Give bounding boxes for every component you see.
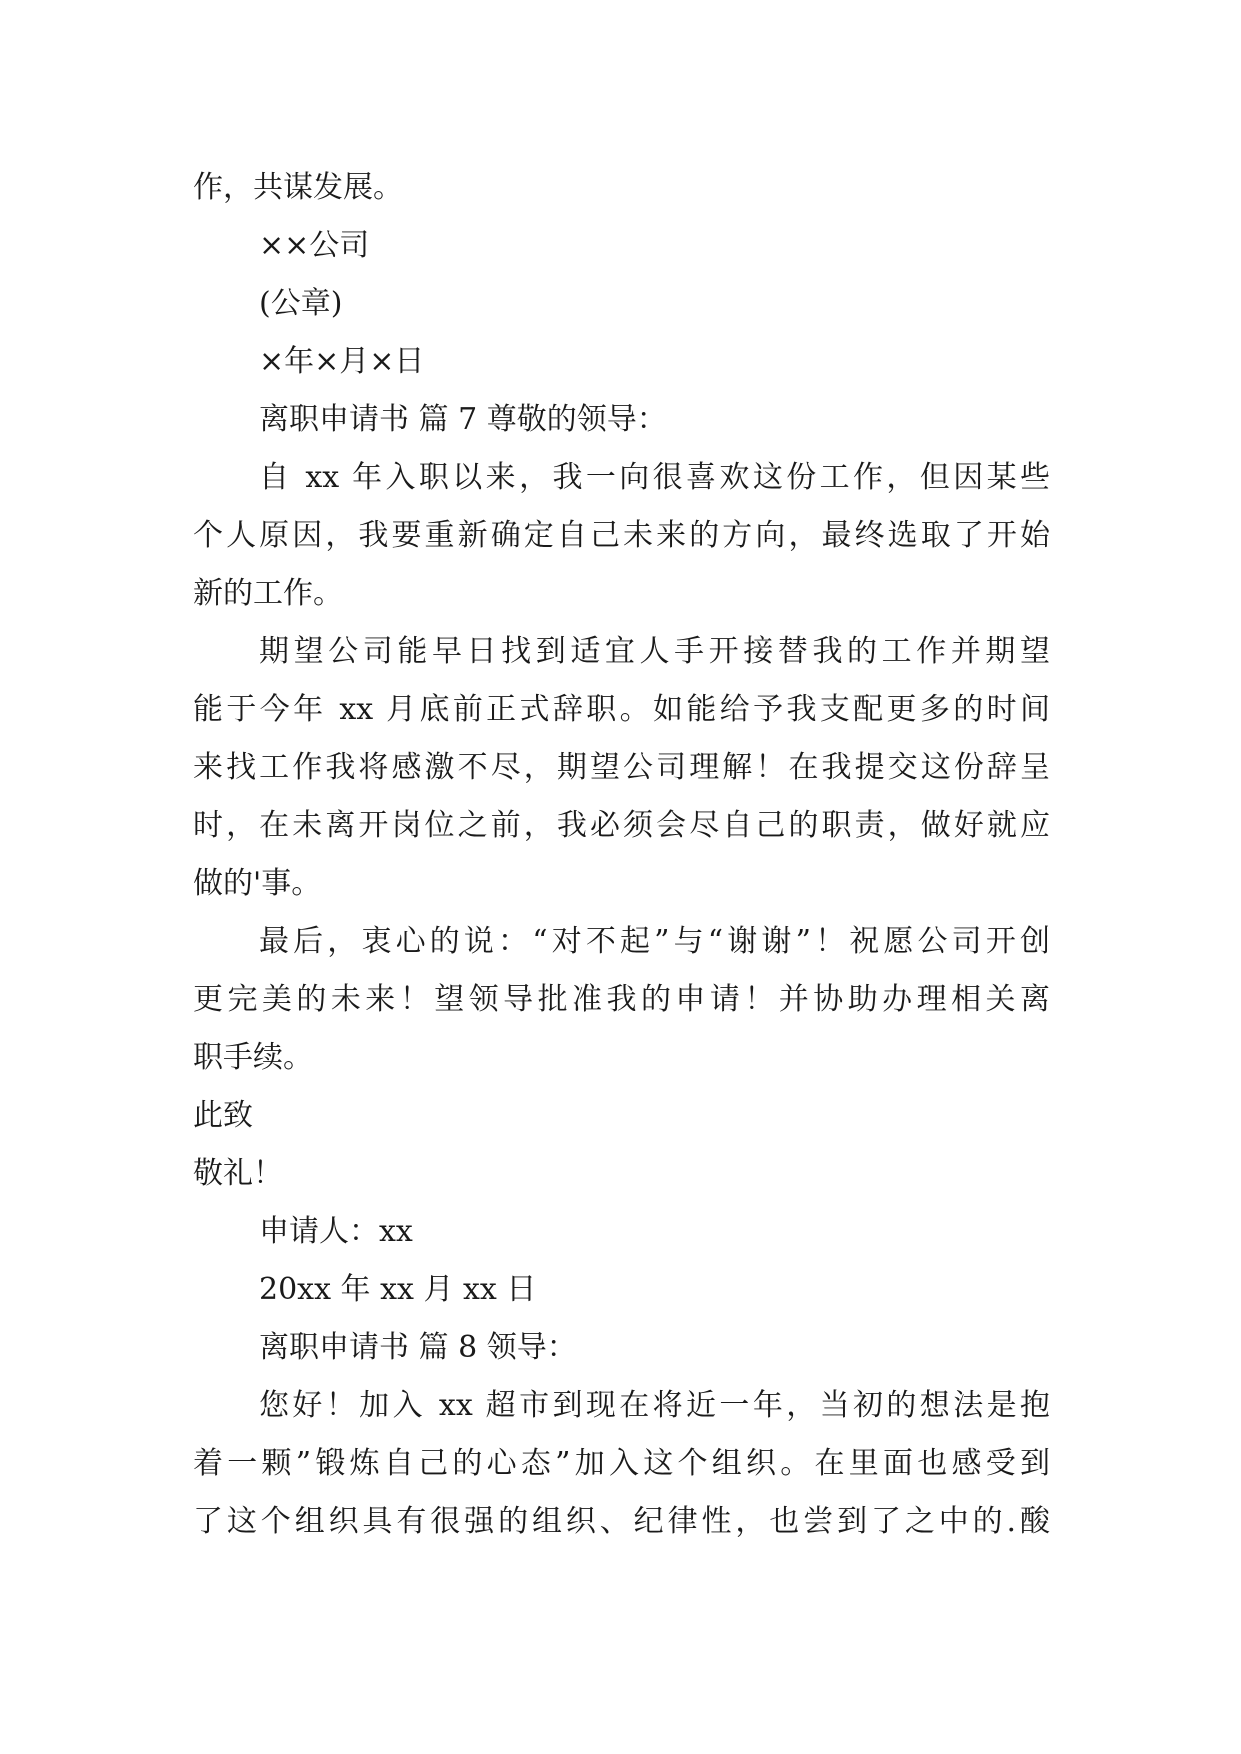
text-line: 自 xx 年入职以来，我一向很喜欢这份工作，但因某些 [259,460,1050,495]
text-line: 职手续。 [193,1040,313,1075]
text-line: ××公司 [259,228,370,263]
text-line: 时，在未离开岗位之前，我必须会尽自己的职责，做好就应 [193,808,1050,843]
date-line: 20xx 年 xx 月 xx 日 [259,1272,537,1307]
text-line: 新的工作。 [193,576,343,611]
closing-regards: 敬礼！ [193,1156,283,1191]
text-line: 来找工作我将感激不尽，期望公司理解！在我提交这份辞呈 [193,750,1050,785]
text-line: 了这个组织具有很强的组织、纪律性，也尝到了之中的.酸 [193,1504,1050,1539]
text-line: 期望公司能早日找到适宜人手开接替我的工作并期望 [259,634,1050,669]
text-line: (公章) [259,286,343,321]
text-line: 个人原因，我要重新确定自己未来的方向，最终选取了开始 [193,518,1050,553]
text-line: 做的'事。 [193,866,322,901]
closing-salutation: 此致 [193,1098,253,1133]
section-heading: 离职申请书 篇 8 领导： [259,1330,577,1365]
text-line: 您好！加入 xx 超市到现在将近一年，当初的想法是抱 [259,1388,1050,1423]
text-line: 最后，衷心的说：“对不起”与“谢谢”！祝愿公司开创 [259,924,1050,959]
text-line: 作，共谋发展。 [193,170,403,205]
text-line: 能于今年 xx 月底前正式辞职。如能给予我支配更多的时间 [193,692,1050,727]
text-line: 着一颗”锻炼自己的心态”加入这个组织。在里面也感受到 [193,1446,1050,1481]
text-line: 更完美的未来！望领导批准我的申请！并协助办理相关离 [193,982,1050,1017]
applicant-line: 申请人：xx [259,1214,413,1249]
section-heading: 离职申请书 篇 7 尊敬的领导： [259,402,667,437]
text-line: ×年×月×日 [259,344,425,379]
